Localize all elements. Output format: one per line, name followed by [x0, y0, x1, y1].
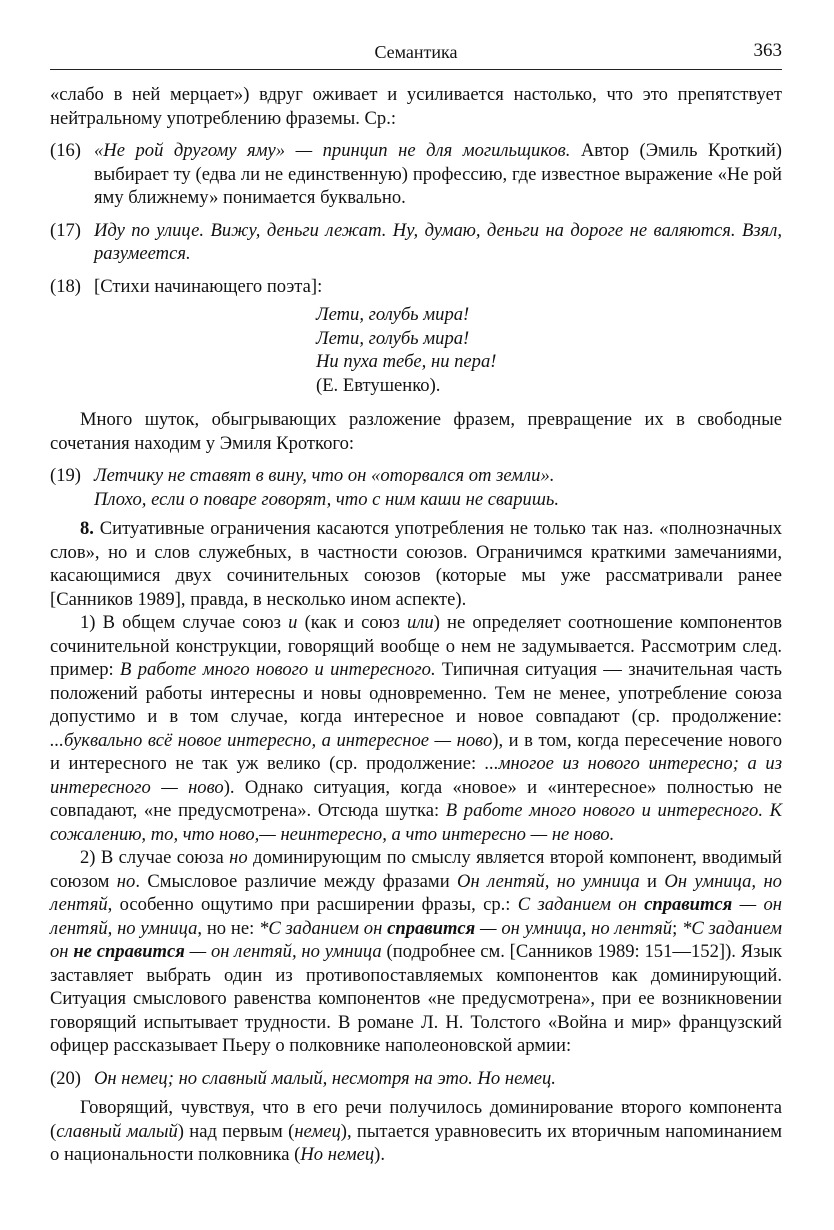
- section-8: 8. Ситуативные ограничения касаются употребления не только так наз. «полнозначных слов», но и слов служебных, в частности союзов. Ограничимся краткими замечаниями, касающимися двух сочинительных союзов (которые мы уже рассматривали ранее [Санников 1989], правда, в несколько ином аспекте).: [50, 518, 782, 610]
- example-number: (18): [50, 275, 81, 297]
- running-header: [50, 40, 782, 64]
- poem: [316, 303, 782, 397]
- paragraph-final: Говорящий, чувствуя, что в его речи получилось доминирование второго компонента (славный малый) над первым (немец), пытается уравновесить их вторичным напоминанием о национальности полковника (Но немец).: [50, 1097, 782, 1165]
- example-number: (20): [50, 1067, 81, 1089]
- running-title: Семантика: [374, 42, 458, 62]
- example-text: Иду по улице. Вижу, деньги лежат. Ну, думаю, деньги на дороге не валяются. Взял, разумеется.: [94, 219, 782, 264]
- paragraph-point-1: 1) В общем случае союз и (как и союз или) не определяет соотношение компонентов сочинительной конструкции, говорящий вообще о нем не задумывается. Рассмотрим след. пример: В работе много нового и интересного. Типичная ситуация — значительная часть положений работы интересны и новы одновременно. Тем не менее, употребление союза допустимо и в том случае, когда интересное и новое совпадают (ср. продолжение: ...буквально всё новое интересно, а интересное — ново), и в том, когда пересечение нового и интересного не так уж велико (ср. продолжение: ...многое из нового интересно; а из интересного — ново). Однако ситуация, когда «новое» и «интересное» полностью не совпадают, «не предусмотрена». Отсюда шутка: В работе много нового и интересного. К сожалению, то, что ново,— неинтересно, а что интересно — не ново.: [50, 612, 782, 845]
- paragraph: Много шуток, обыгрывающих разложение фразем, превращение их в свободные сочетания находим у Эмиля Кроткого:: [50, 409, 782, 454]
- example-20: [50, 1067, 782, 1091]
- example-number: (19): [50, 465, 81, 486]
- paragraph-point-2: 2) В случае союза но доминирующим по смыслу является второй компонент, вводимый союзом но. Смысловое различие между фразами Он лентяй, но умница и Он умница, но лентяй, особенно ощутимо при расширении фразы, ср.: С заданием он справится — он лентяй, но умница, но не: *С заданием он справится — он умница, но лентяй; *С заданием он не справится — он лентяй, но умница (подробнее см. [Санников 1989: 151—152]). Язык заставляет выбрать один из противопоставляемых компонентов как доминирующий. Ситуация смыслового равенства компонентов «не предусмотрена», при ее возникновении говорящий испытывает трудности. В романе Л. Н. Толстого «Война и мир» французский офицер рассказывает Пьеру о полковнике наполеоновской армии:: [50, 847, 782, 1056]
- example-number: (16): [50, 140, 81, 161]
- example-17: [50, 219, 782, 266]
- example-16: [50, 139, 782, 210]
- example-text: «Не рой другому яму» — принцип не для могильщиков. Автор (Эмиль Кроткий) выбирает ту (едва ли не единственную) профессию, где известное выражение «Не рой яму ближнему» понимается буквально.: [94, 140, 782, 208]
- example-number: (17): [50, 219, 81, 241]
- example-text: [Стихи начинающего поэта]:: [94, 275, 323, 297]
- paragraph-continuation: «слабо в ней мерцает») вдруг оживает и усиливается настолько, что это препятствует нейтральному употреблению фраземы. Ср.:: [50, 84, 782, 129]
- poem-author: (Е. Евтушенко).: [316, 374, 441, 396]
- section-number: 8.: [80, 518, 94, 539]
- example-text: Летчику не ставят в вину, что он «оторвался от земли». Плохо, если о поваре говорят, что с ним каши не сваришь.: [94, 465, 559, 510]
- example-19: [50, 464, 782, 511]
- header-rule: [50, 69, 782, 70]
- page-number: 363: [753, 40, 782, 61]
- example-18: [50, 275, 782, 299]
- poem-line: Ни пуха тебе, ни пера!: [316, 351, 497, 372]
- page-body: [50, 83, 782, 1167]
- poem-line: Лети, голубь мира!: [316, 304, 470, 325]
- poem-line: Лети, голубь мира!: [316, 327, 470, 349]
- example-text: Он немец; но славный малый, несмотря на это. Но немец.: [94, 1067, 556, 1089]
